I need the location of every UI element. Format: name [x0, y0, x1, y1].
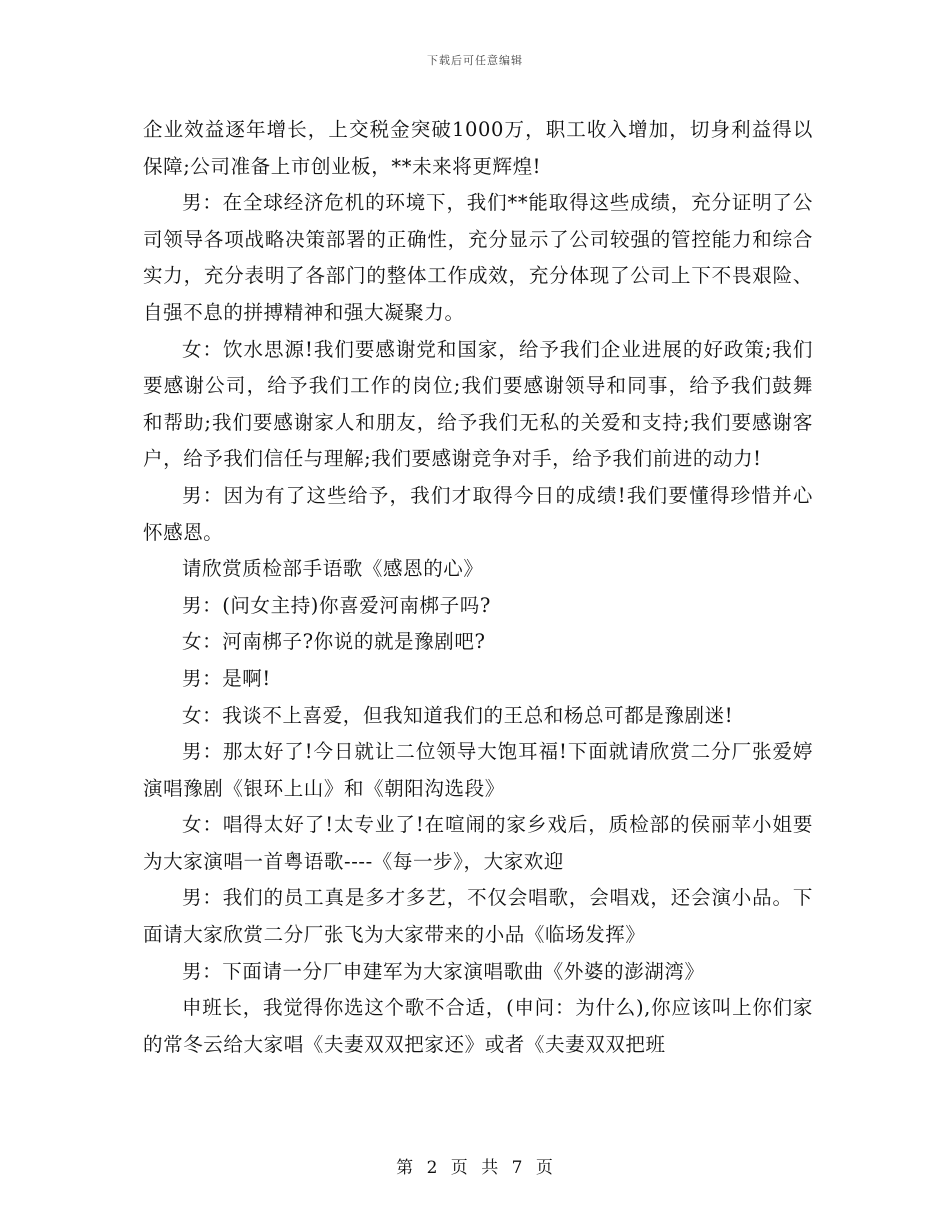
paragraph: 企业效益逐年增长，上交税金突破1000万，职工收入增加，切身利益得以保障;公司准备上市创业板，**未来将更辉煌! [143, 118, 813, 178]
paragraph: 请欣赏质检部手语歌《感恩的心》 [182, 557, 484, 581]
paragraph: 女：河南梆子?你说的就是豫剧吧? [182, 630, 486, 654]
paragraph: 男：是啊! [182, 666, 271, 690]
paragraph: 男：因为有了这些给予，我们才取得今日的成绩!我们要懂得珍惜并心怀感恩。 [143, 483, 813, 544]
paragraph: 女：我谈不上喜爱，但我知道我们的王总和杨总可都是豫剧迷! [182, 703, 734, 727]
document-body [143, 112, 813, 1063]
paragraph: 男：我们的员工真是多才多艺，不仅会唱歌，会唱戏，还会演小品。下面请大家欣赏二分厂张飞为大家带来的小品《临场发挥》 [143, 886, 813, 947]
page-header: 下载后可任意编辑 [427, 54, 523, 67]
paragraph: 男：那太好了!今日就让二位领导大饱耳福!下面就请欣赏二分厂张爱婷演唱豫剧《银环上山》和《朝阳沟选段》 [143, 740, 813, 800]
paragraph: 男：在全球经济危机的环境下，我们**能取得这些成绩，充分证明了公司领导各项战略决策部署的正确性，充分显示了公司较强的管控能力和综合实力，充分表明了各部门的整体工作成效，充分体现了公司上下不畏艰险、自强不息的拼搏精神和强大凝聚力。 [143, 191, 813, 324]
paragraph: 男：(问女主持)你喜爱河南梆子吗? [182, 593, 491, 617]
paragraph: 女：饮水思源!我们要感谢党和国家，给予我们企业进展的好政策;我们要感谢公司，给予我们工作的岗位;我们要感谢领导和同事，给予我们鼓舞和帮助;我们要感谢家人和朋友，给予我们无私的关爱和支持;我们要感谢客户，给予我们信任与理解;我们要感谢竞争对手，给予我们前进的动力! [143, 337, 813, 471]
paragraph: 男：下面请一分厂申建军为大家演唱歌曲《外婆的澎湖湾》 [182, 959, 705, 983]
page-number-footer: 第 2 页 共 7 页 [396, 1158, 554, 1178]
paragraph: 申班长，我觉得你选这个歌不合适，(申问：为什么),你应该叫上你们家的常冬云给大家唱《夫妻双双把家还》或者《夫妻双双把班 [143, 996, 813, 1056]
paragraph: 女：唱得太好了!太专业了!在喧闹的家乡戏后，质检部的侯丽苹小姐要为大家演唱一首粤语歌----《每一步》，大家欢迎 [143, 813, 813, 873]
